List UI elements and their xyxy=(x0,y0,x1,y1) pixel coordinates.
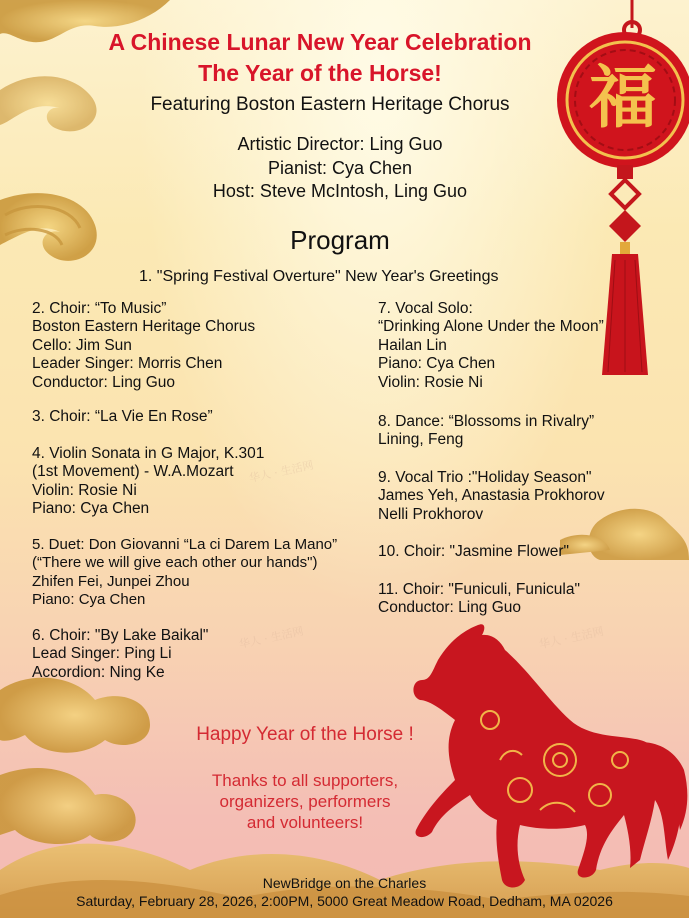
program-line: 5. Duet: Don Giovanni “La ci Darem La Mano” xyxy=(32,536,338,553)
svg-text:华人 · 生活网: 华人 · 生活网 xyxy=(247,458,315,485)
program-item-4 xyxy=(32,445,264,519)
thanks-message xyxy=(150,770,460,833)
venue-name: NewBridge on the Charles xyxy=(262,875,427,891)
program-line: (“There we will give each other our hands") xyxy=(32,554,318,572)
program-item-6 xyxy=(32,627,208,682)
happy-year-greeting: Happy Year of the Horse ! xyxy=(196,724,414,745)
program-item-3 xyxy=(32,408,213,426)
program-line: “Drinking Alone Under the Moon” xyxy=(378,318,604,336)
program-line: 7. Vocal Solo: xyxy=(378,300,473,317)
program-item-8 xyxy=(378,413,594,450)
program-line: 10. Choir: "Jasmine Flower" xyxy=(378,543,570,560)
featuring-line: Featuring Boston Eastern Heritage Chorus xyxy=(150,94,510,115)
title-line-1: A Chinese Lunar New Year Celebration xyxy=(108,29,532,55)
program-line: Zhifen Fei, Junpei Zhou xyxy=(32,572,190,590)
thanks-line: organizers, performers xyxy=(219,792,391,811)
program-line: 6. Choir: "By Lake Baikal" xyxy=(32,627,209,644)
svg-text:华人 · 生活网: 华人 · 生活网 xyxy=(237,624,305,651)
program-line: Piano: Cya Chen xyxy=(32,500,150,518)
program-line: Hailan Lin xyxy=(378,336,447,354)
program-line: Cello: Jim Sun xyxy=(32,336,132,354)
credit-artistic-director: Artistic Director: Ling Guo xyxy=(237,134,443,154)
program-heading: Program xyxy=(290,225,390,255)
program-item-5 xyxy=(32,536,337,610)
program-line: Lead Singer: Ping Li xyxy=(32,645,172,663)
program-item-9 xyxy=(378,469,605,524)
program-item-7 xyxy=(378,300,604,392)
program-line: 4. Violin Sonata in G Major, K.301 xyxy=(32,445,265,462)
program-item-10 xyxy=(378,543,569,561)
program-item-11 xyxy=(378,581,580,618)
program-line: Accordion: Ning Ke xyxy=(32,663,165,681)
program-item-2 xyxy=(32,300,255,392)
program-line: Boston Eastern Heritage Chorus xyxy=(32,318,256,336)
thanks-line: Thanks to all supporters, xyxy=(211,771,399,790)
credit-host: Host: Steve McIntosh, Ling Guo xyxy=(212,181,468,201)
program-line: 2. Choir: “To Music” xyxy=(32,300,167,317)
red-horse-silhouette xyxy=(413,624,687,887)
program-line: Conductor: Ling Guo xyxy=(378,599,522,617)
program-line: Nelli Prokhorov xyxy=(378,505,484,523)
program-item-1: 1. "Spring Festival Overture" New Year's Greetings xyxy=(139,268,499,285)
fu-character: 福 xyxy=(589,58,658,138)
program-line: 9. Vocal Trio :"Holiday Season" xyxy=(378,469,592,486)
program-line: (1st Movement) - W.A.Mozart xyxy=(32,463,234,481)
program-line: James Yeh, Anastasia Prokhorov xyxy=(378,487,605,505)
thanks-line: and volunteers! xyxy=(246,813,364,832)
program-line: 3. Choir: “La Vie En Rose” xyxy=(32,408,213,425)
program-line: Conductor: Ling Guo xyxy=(32,373,176,391)
title-line-2: The Year of the Horse! xyxy=(198,60,442,86)
cloud-bottom-left-decoration xyxy=(0,678,150,844)
program-line: Violin: Rosie Ni xyxy=(378,373,483,391)
program-line: Lining, Feng xyxy=(378,431,464,449)
svg-text:华人 · 生活网: 华人 · 生活网 xyxy=(537,624,605,651)
program-line: Piano: Cya Chen xyxy=(378,355,496,373)
program-line: Violin: Rosie Ni xyxy=(32,481,137,499)
program-line: 8. Dance: “Blossoms in Rivalry” xyxy=(378,413,595,430)
program-line: Piano: Cya Chen xyxy=(32,591,146,609)
program-line: 11. Choir: "Funiculi, Funicula" xyxy=(378,581,580,598)
program-line: Leader Singer: Morris Chen xyxy=(32,355,223,373)
credit-pianist: Pianist: Cya Chen xyxy=(267,158,413,178)
date-address: Saturday, February 28, 2026, 2:00PM, 5000 Great Meadow Road, Dedham, MA 02026 xyxy=(76,893,613,909)
